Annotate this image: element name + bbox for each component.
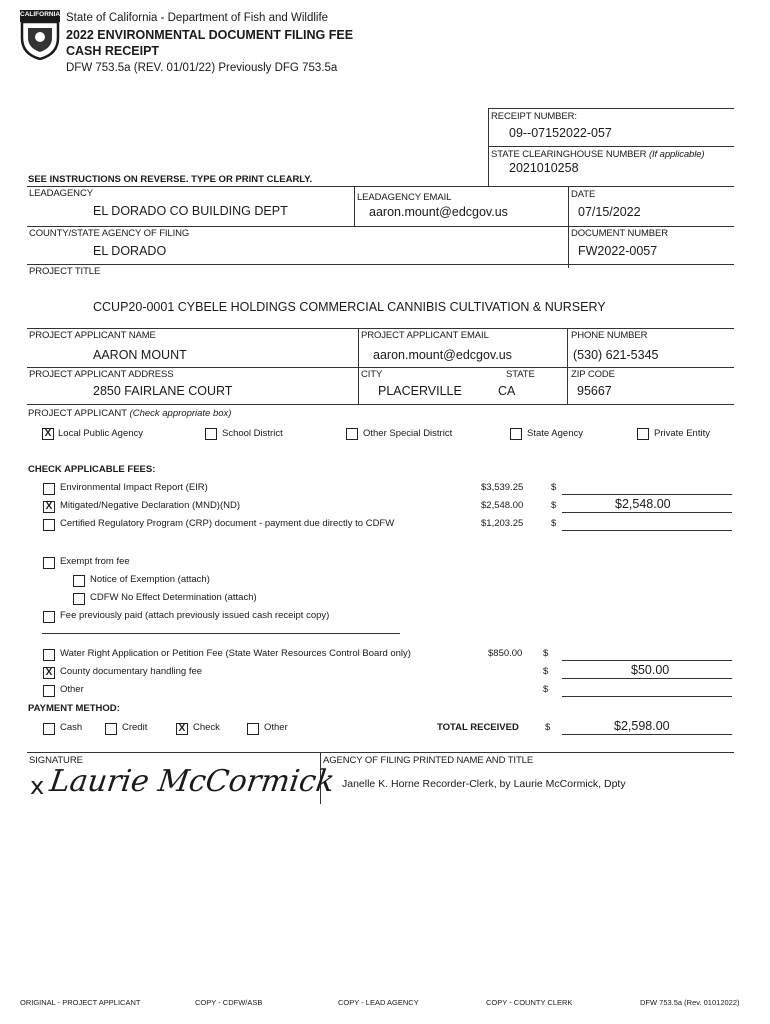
receipt-number-label: RECEIPT NUMBER: (491, 111, 577, 122)
fee-rate: $850.00 (488, 648, 523, 659)
receipt-number: 09--07152022-057 (509, 126, 612, 140)
receipt-mid-line (488, 146, 734, 147)
applicant-address-label: PROJECT APPLICANT ADDRESS (29, 369, 174, 380)
phone-value: (530) 621-5345 (573, 348, 659, 362)
applicant-type-label (28, 408, 231, 419)
fee-amount-line (562, 512, 732, 513)
clearinghouse-note: (If applicable) (648, 149, 705, 160)
fee-rate: $1,203.25 (481, 518, 524, 529)
fee-dollar: $ (543, 648, 549, 659)
document-number: FW2022-0057 (578, 244, 658, 258)
fee-label: County documentary handling fee (60, 666, 203, 677)
phone-label: PHONE NUMBER (571, 330, 648, 341)
form-title: 2022 ENVIRONMENTAL DOCUMENT FILING FEE (66, 28, 354, 42)
fee-amount: $50.00 (631, 663, 670, 677)
footer-copy-lead: COPY - LEAD AGENCY (338, 998, 419, 1007)
city-value: PLACERVILLE (378, 384, 462, 398)
fee-label: Other (60, 684, 84, 695)
fee-label: Environmental Impact Report (EIR) (60, 482, 208, 493)
checkbox-credit[interactable] (105, 723, 117, 735)
instructions: SEE INSTRUCTIONS ON REVERSE. TYPE OR PRINT CLEARLY. (28, 174, 313, 185)
payment-option-label: Check (193, 722, 220, 733)
notice-of-exemption-label: Notice of Exemption (attach) (90, 574, 210, 585)
seal-text: CALIFORNIA (20, 11, 61, 18)
checkbox-cash[interactable] (43, 723, 55, 735)
row1-div2 (568, 186, 569, 268)
date-label: DATE (571, 189, 596, 200)
checkbox-state-agency[interactable] (510, 428, 522, 440)
state-label: STATE (506, 369, 535, 380)
clearinghouse-number: 2021010258 (509, 161, 579, 175)
payment-option-label: Cash (60, 722, 83, 733)
checkbox-other-fee[interactable] (43, 685, 55, 697)
fee-amount-line (562, 660, 732, 661)
total-amount: $2,598.00 (614, 719, 670, 733)
receipt-left-line (488, 108, 489, 186)
applicant-email: aaron.mount@edcgov.us (373, 348, 512, 362)
checkbox-private-entity[interactable] (637, 428, 649, 440)
lead-agency-email: aaron.mount@edcgov.us (369, 205, 508, 219)
clearinghouse-label (491, 149, 704, 160)
checkbox-county-handling[interactable]: X (43, 667, 55, 679)
checkbox-water-right[interactable] (43, 649, 55, 661)
agency-filing-value: Janelle K. Horne Recorder-Clerk, by Laurie McCormick, Dpty (342, 778, 626, 790)
project-title-label: PROJECT TITLE (29, 266, 101, 277)
zip-label: ZIP CODE (571, 369, 615, 380)
checkbox-no-effect[interactable] (73, 593, 85, 605)
row2-top-line (27, 226, 734, 227)
agency-line: State of California - Department of Fish and Wildlife (66, 12, 329, 24)
row4-top-line (27, 328, 734, 329)
fee-dollar: $ (543, 666, 549, 677)
option-label: Local Public Agency (58, 428, 144, 439)
signature-top-line (27, 752, 734, 753)
row1-div1 (354, 186, 355, 226)
row4-div2 (567, 328, 568, 404)
signature-label: SIGNATURE (29, 755, 83, 766)
checkbox-notice-of-exemption[interactable] (73, 575, 85, 587)
lead-agency-email-label: LEADAGENCY EMAIL (357, 192, 452, 203)
fee-label: Certified Regulatory Program (CRP) document - payment due directly to CDFW (60, 518, 395, 529)
fee-dollar: $ (543, 684, 549, 695)
applicant-address: 2850 FAIRLANE COURT (93, 384, 233, 398)
footer-copy-clerk: COPY - COUNTY CLERK (486, 998, 573, 1007)
handwritten-signature: Laurie McCormick (47, 764, 337, 799)
date-value: 07/15/2022 (578, 205, 641, 219)
fee-rate: $3,539.25 (481, 482, 524, 493)
fee-amount-line (562, 678, 732, 679)
fee-amount: $2,548.00 (615, 497, 671, 511)
payment-option-label: Other (264, 722, 288, 733)
option-label: Other Special District (363, 428, 453, 439)
state-value: CA (498, 384, 516, 398)
document-number-label: DOCUMENT NUMBER (571, 228, 669, 239)
applicant-type-text: PROJECT APPLICANT (28, 408, 127, 419)
fee-dollar: $ (551, 482, 557, 493)
row4-div1 (358, 328, 359, 404)
applicant-name-label: PROJECT APPLICANT NAME (29, 330, 156, 341)
fees-separator (42, 633, 400, 634)
signature-x: x (30, 772, 45, 800)
form-subtitle: CASH RECEIPT (66, 44, 160, 58)
no-effect-label: CDFW No Effect Determination (attach) (90, 592, 257, 603)
applicant-email-label: PROJECT APPLICANT EMAIL (361, 330, 489, 341)
total-dollar: $ (545, 722, 551, 733)
lead-agency-label: LEADAGENCY (29, 188, 93, 199)
fee-label: Water Right Application or Petition Fee (State Water Resources Control Board only) (60, 648, 411, 659)
fee-amount-line (562, 530, 732, 531)
option-label: State Agency (527, 428, 583, 439)
exempt-label: Exempt from fee (60, 556, 130, 567)
footer-copy-cdfw: COPY - CDFW/ASB (195, 998, 263, 1007)
applicant-type-note: (Check appropriate box) (129, 408, 232, 419)
receipt-top-line (488, 108, 734, 109)
option-label: Private Entity (654, 428, 710, 439)
checkbox-crp[interactable] (43, 519, 55, 531)
county-label: COUNTY/STATE AGENCY OF FILING (29, 228, 190, 239)
row5-top-line (27, 367, 734, 368)
row5-bottom-line (27, 404, 734, 405)
county-value: EL DORADO (93, 244, 167, 258)
city-label: CITY (361, 369, 383, 380)
clearinghouse-label-text: STATE CLEARINGHOUSE NUMBER (491, 149, 647, 160)
fee-rate: $2,548.00 (481, 500, 524, 511)
checkbox-eir[interactable] (43, 483, 55, 495)
footer-original: ORIGINAL - PROJECT APPLICANT (20, 998, 141, 1007)
project-title: CCUP20-0001 CYBELE HOLDINGS COMMERCIAL CANNIBIS CULTIVATION & NURSERY (93, 300, 606, 314)
checkbox-school-district[interactable] (205, 428, 217, 440)
fee-dollar: $ (551, 518, 557, 529)
payment-option-label: Credit (122, 722, 148, 733)
fee-amount-line (562, 696, 732, 697)
fee-dollar: $ (551, 500, 557, 511)
checkbox-other-payment[interactable] (247, 723, 259, 735)
fee-label: Mitigated/Negative Declaration (MND)(ND) (60, 500, 241, 511)
prev-paid-label: Fee previously paid (attach previously issued cash receipt copy) (60, 610, 330, 621)
form-id: DFW 753.5a (REV. 01/01/22) Previously DFG 753.5a (66, 62, 338, 74)
row1-top-line (27, 186, 734, 187)
payment-label: PAYMENT METHOD: (28, 703, 120, 714)
total-line (562, 734, 732, 735)
checkbox-prev-paid[interactable] (43, 611, 55, 623)
row3-top-line (27, 264, 734, 265)
checkbox-exempt[interactable] (43, 557, 55, 569)
zip-value: 95667 (577, 384, 612, 398)
total-label: TOTAL RECEIVED (437, 722, 519, 733)
checkbox-check[interactable]: X (176, 723, 188, 735)
fee-amount-line (562, 494, 732, 495)
checkbox-other-special-district[interactable] (346, 428, 358, 440)
checkbox-local-public-agency[interactable]: X (42, 428, 54, 440)
fees-label: CHECK APPLICABLE FEES: (28, 464, 156, 475)
applicant-name: AARON MOUNT (93, 348, 187, 362)
lead-agency-value: EL DORADO CO BUILDING DEPT (93, 204, 288, 218)
checkbox-mnd[interactable]: X (43, 501, 55, 513)
agency-filing-label: AGENCY OF FILING PRINTED NAME AND TITLE (323, 755, 534, 766)
footer-form-id: DFW 753.5a (Rev. 01012022) (640, 998, 740, 1007)
option-label: School District (222, 428, 283, 439)
